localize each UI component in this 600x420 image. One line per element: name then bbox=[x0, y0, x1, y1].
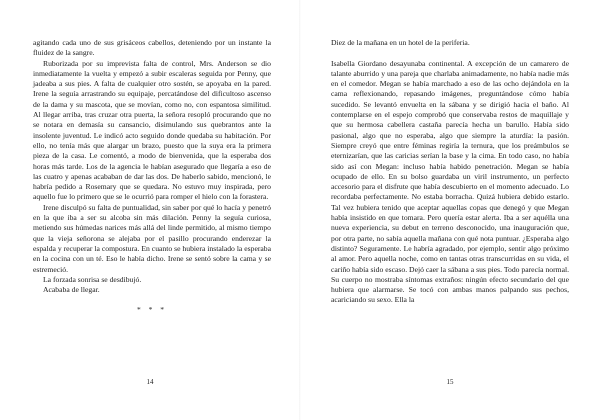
section-separator: * * * bbox=[137, 305, 167, 315]
paragraph-gap bbox=[331, 48, 569, 58]
left-paragraph-4: La forzada sonrisa se desdibujó. bbox=[43, 274, 142, 284]
right-page-number: 15 bbox=[446, 378, 454, 386]
right-page-text bbox=[331, 38, 569, 306]
right-heading-line: Diez de la mañana en un hotel de la periferia. bbox=[331, 38, 470, 47]
left-paragraph-2: Ruborizada por su imprevista falta de control, Mrs. Anderson se dio inmediatamente la vuelta y empezó a subir escaleras seguida por Penny, que jadeaba a sus pies. A falta de cualquier otro sostén, se apoyaba en la pared. Irene la seguía arrastrando su equipaje, percatándose del dificultoso ascenso de la dama y su mascota, que se movían, como no, con espantosa similitud. Al llegar arriba, tras cruzar otra puerta, la señora resopló procurando que no se notara en demasía su cansancio, disimulando sus quebrantos ante la insolente juventud. Le indicó acto seguido donde quedaba su habitación. Por ello, no tenía más que alargar un brazo, puesto que la suya era la primera pieza de la casa. Le comentó, a modo de bienvenida, que la esperaba dos horas más tarde. Los de la agencia le habían asegurado que llegaría a eso de las cuatro y apenas acababan de dar las dos. De haberlo sabido, mencionó, le habría pedido a Rosemary que se quedara. No estuvo muy inspirada, pero aquello fue lo primero que se le ocurrió para romper el hielo con la forastera. bbox=[33, 58, 271, 202]
right-paragraph-1: Isabella Giordano desayunaba continental. A excepción de un camarero de talante aburrido y una pareja que charlaba animadamente, no había nadie más en el comedor. Megan se había marchado a eso de las ocho dejándola en la cama reflexionando, repasando imágenes, preguntándose cómo había sucedido. Se levantó envuelta en la sábana y se dirigió hacia el baño. Al contemplarse en el espejo comprobó que conservaba restos de maquillaje y que su hermosa cabellera castaña parecía hecha un barullo. Había sido pasional, algo que no esperaba, algo que siempre la aturdía: la pasión. Siempre creyó que entre féminas regiría la ternura, que los preámbulos se eternizarían, que las caricias serían la base y la cima. En todo caso, no había sido así con Megan: incluso había habido penetración. Megan se había ocupado de ello. En su bolso guardaba un viril instrumento, un perfecto accesorio para el disfrute que había descubierto en el momento adecuado. Lo recordaba perfectamente. No estaba borracha. Quizá hubiera debido estarlo. Tal vez hubiera tenido que aceptar aquellas copas que denegó y que Megan había insistido en que tomara. Pero quería estar alerta. Iba a ser aquélla una nueva experiencia, su debut en terreno desconocido, una inauguración que, por otra parte, no sabía aquella mañana con qué nota puntuar. ¿Esperaba algo distinto? Seguramente. Le habría agradado, por ejemplo, sentir algo próximo al amor. Pero aquella noche, como en tantas otras transcurridas en su vida, el cariño había sido escaso. Dejó caer la sábana a sus pies. Todo parecía normal. Su cuerpo no mostraba síntomas extraños: ningún efecto secundario del que hubiera que alarmarse. Se tocó con ambas manos palpando sus pechos, acariciando su sexo. Ella la bbox=[331, 58, 569, 305]
left-paragraph-5: Acababa de llegar. bbox=[43, 285, 100, 295]
left-page-number: 14 bbox=[146, 378, 154, 386]
right-page bbox=[300, 0, 600, 420]
left-paragraph-3: Irene disculpó su falta de puntualidad, sin saber por qué lo hacía y penetró en la que iba a ser su alcoba sin más dilación. Penny la seguía curiosa, metiendo sus húmedas narices más allá del linde permitido, al mismo tiempo que la vieja señorona se alejaba por el pasillo procurando enderezar la espalda y recuperar la compostura. En cuanto se hubiera instalado la esperaba en la cocina con un té. Eso le había dicho. Irene se sentó sobre la cama y se estremeció. bbox=[33, 202, 271, 274]
left-page-text bbox=[33, 38, 271, 316]
left-paragraph-1: agitando cada uno de sus grisáceos cabellos, deteniendo por un instante la fluidez de la sangre. bbox=[33, 38, 271, 58]
